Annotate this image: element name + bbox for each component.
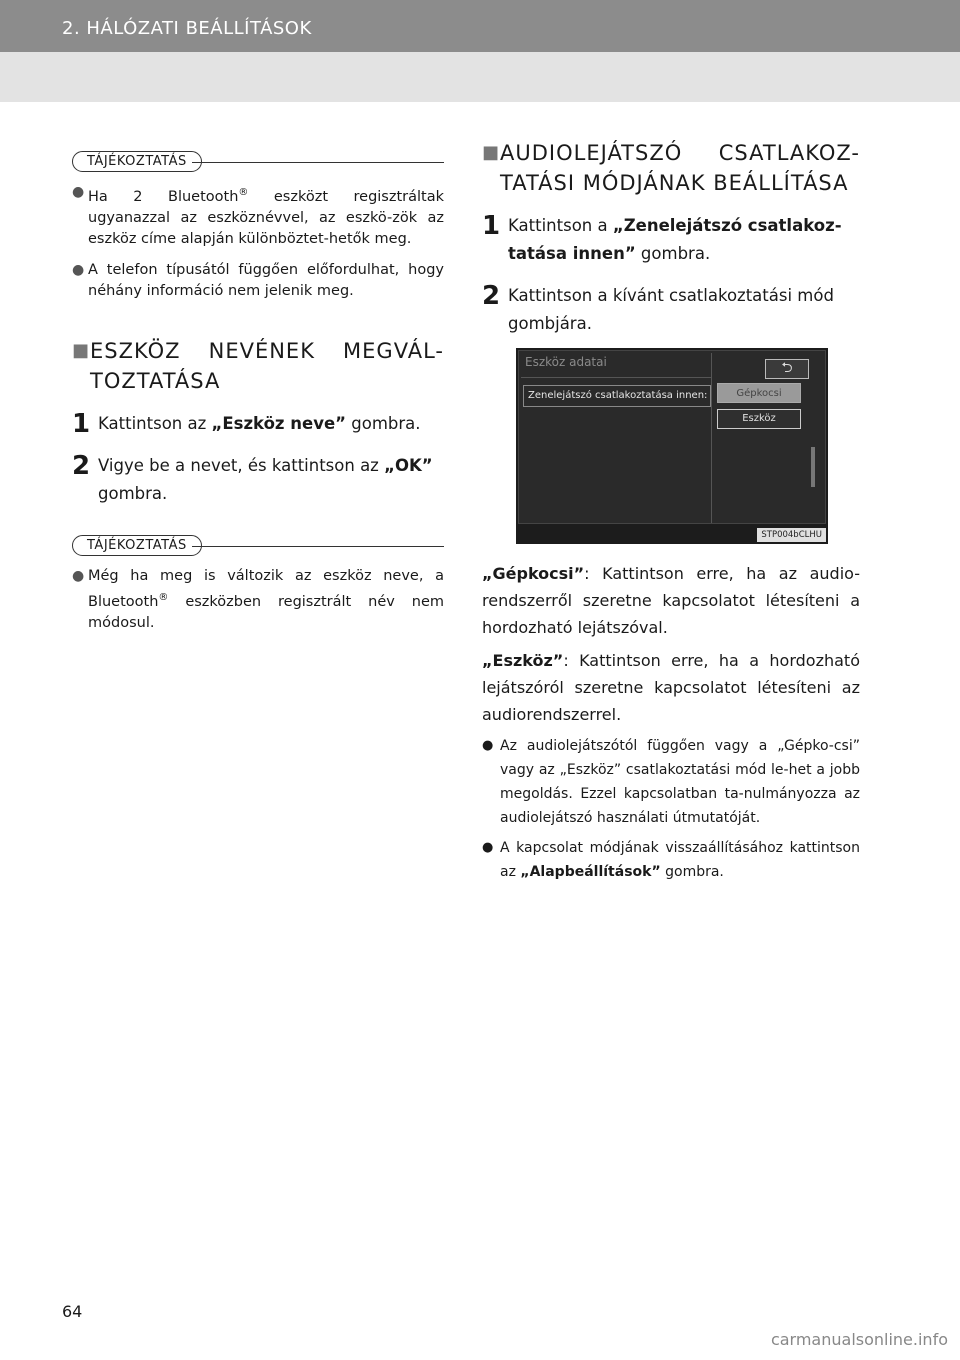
note-label: TÁJÉKOZTATÁS [72,151,202,172]
note-rule [192,162,444,163]
note-bullet: ● Még ha meg is változik az eszköz neve, a Bluetooth® eszközben regisztrált név nem módosul. [72,566,444,634]
paragraph-vehicle: „Gépkocsi”: Kattintson erre, ha az audio-rendszerről szeretne kapcsolatot létesíteni a hordozható lejátszóval. [482,564,860,637]
header-band [0,52,960,102]
note-bullet: ● A telefon típusától függően előfordulhat, hogy néhány információ nem jelenik meg. [72,260,444,302]
watermark: carmanualsonline.info [770,1330,948,1349]
note-bullet: ● Ha 2 Bluetooth® eszközt regisztráltak ugyanazzal az eszköznévvel, az eszkö-zök az eszköz címe alapján különböztet-hetők meg. [72,182,444,250]
step-2: 2 Kattintson a kívánt csatlakoztatási mód gombjára. [482,281,834,333]
device-button[interactable]: Eszköz [717,409,801,429]
image-code: STP004bCLHU [757,528,826,542]
scrollbar[interactable] [811,447,815,487]
left-column [72,150,444,634]
step-2: 2 Vigye be a nevet, és kattintson az „OK” gombra. [72,450,433,503]
chapter-title: 2. HÁLÓZATI BEÁLLÍTÁSOK [62,18,312,39]
connection-source-label: Zenelejátszó csatlakoztatása innen: [523,385,711,407]
right-column [482,138,860,884]
note-box-1 [72,150,444,172]
note-label: TÁJÉKOZTATÁS [72,535,202,556]
device-screen-image [516,348,828,544]
square-bullet-icon: ■ [482,142,501,163]
note-rule [192,546,444,547]
bullet-dot-icon: ● [482,738,494,753]
info-bullet: ● A kapcsolat módjának visszaállításához kattintson az „Alapbeállítások” gombra. [482,836,860,884]
vehicle-button[interactable]: Gépkocsi [717,383,801,403]
bullet-dot-icon: ● [72,184,85,200]
bullet-dot-icon: ● [72,567,85,584]
step-1: 1 Kattintson a „Zenelejátszó csatlakoz-tatása innen” gombra. [482,211,842,263]
screen-panel [518,350,826,524]
section-heading: ■ AUDIOLEJÁTSZÓ CSATLAKOZ-TATÁSI MÓDJÁNAK BEÁLLÍTÁSA [482,138,860,198]
bullet-dot-icon: ● [482,840,494,855]
note-box-2 [72,534,444,556]
screen-title: Eszköz adatai [525,355,607,369]
square-bullet-icon: ■ [72,339,91,361]
section-heading: ■ ESZKÖZ NEVÉNEK MEGVÁL-TOZTATÁSA [72,336,444,396]
back-button[interactable]: ⮌ [765,359,809,379]
bullet-dot-icon: ● [72,261,85,278]
step-1: 1 Kattintson az „Eszköz neve” gombra. [72,408,421,439]
paragraph-device: „Eszköz”: Kattintson erre, ha a hordozható lejátszóról szeretne kapcsolatot létesíteni az audiorendszerrel. [482,651,860,724]
info-bullet: ● Az audiolejátszótól függően vagy a „Gépko-csi” vagy az „Eszköz” csatlakoztatási mód le-het a jobb megoldás. Ezzel kapcsolatban ta-nulmányozza az audiolejátszó használati útmutatóját. [482,734,860,830]
header-bar [0,0,960,52]
page-number: 64 [62,1302,83,1321]
